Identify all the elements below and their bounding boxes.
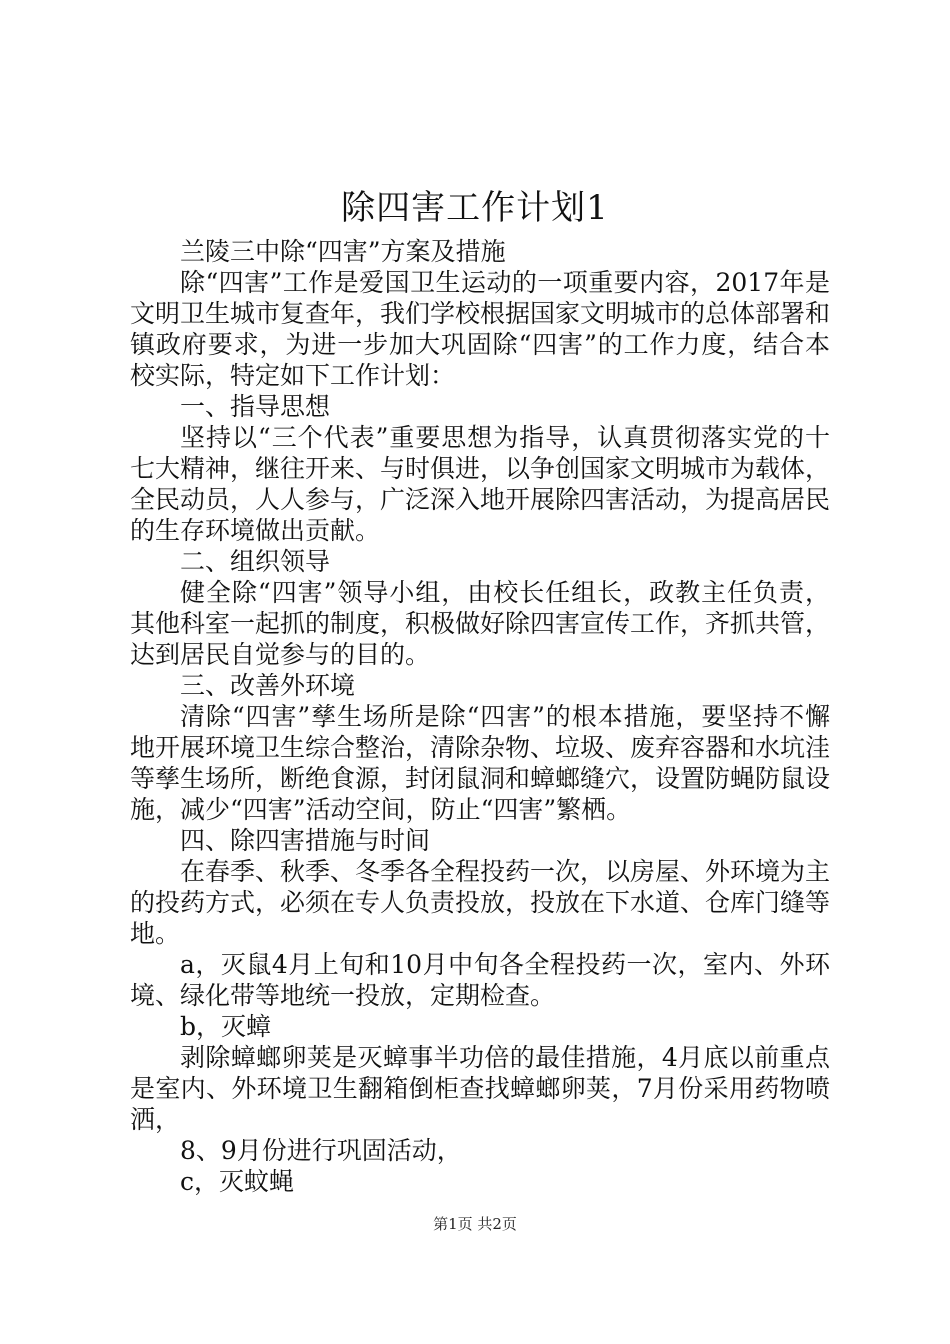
paragraph-intro: 除“四害”工作是爱国卫生运动的一项重要内容，2017年是文明卫生城市复查年，我们学校根据国家文明城市的总体部署和镇政府要求，为进一步加大巩固除“四害”的工作力度，结合本校实际，特定如下工作计划： — [130, 268, 831, 390]
paragraph-organization: 健全除“四害”领导小组，由校长任组长，政教主任负责，其他科室一起抓的制度，积极做好除四害宣传工作，齐抓共管，达到居民自觉参与的目的。 — [130, 578, 831, 669]
paragraph-mosquito-heading: c，灭蚊蝇 — [180, 1167, 295, 1196]
document-title: 除四害工作计划1 — [341, 188, 609, 228]
document-body — [130, 236, 830, 1197]
paragraph-guiding-ideology: 坚持以“三个代表”重要思想为指导，认真贯彻落实党的十七大精神，继往开来、与时俱进，以争创国家文明城市为载体，全民动员，人人参与，广泛深入地开展除四害活动，为提高居民的生存环境做出贡献。 — [130, 423, 831, 545]
paragraph-measures: 在春季、秋季、冬季各全程投药一次，以房屋、外环境为主的投药方式，必须在专人负责投放，投放在下水道、仓库门缝等地。 — [130, 857, 831, 948]
paragraph-consolidation: 8、9月份进行巩固活动， — [180, 1136, 462, 1165]
section-heading-measures: 四、除四害措施与时间 — [180, 826, 431, 855]
paragraph-cockroach-heading: b，灭蟑 — [180, 1012, 272, 1041]
page-number-footer: 第1页 共2页 — [433, 1215, 517, 1233]
section-heading-environment: 三、改善外环境 — [180, 671, 356, 700]
paragraph-subtitle: 兰陵三中除“四害”方案及措施 — [180, 237, 506, 266]
paragraph-cockroach: 剥除蟑螂卵荚是灭蟑事半功倍的最佳措施，4月底以前重点是室内、外环境卫生翻箱倒柜查找蟑螂卵荚，7月份采用药物喷洒， — [130, 1043, 830, 1134]
paragraph-environment: 清除“四害”孳生场所是除“四害”的根本措施，要坚持不懈地开展环境卫生综合整治，清除杂物、垃圾、废弃容器和水坑洼等孳生场所，断绝食源，封闭鼠洞和蟑螂缝穴，设置防蝇防鼠设施，减少“四害”活动空间，防止“四害”繁栖。 — [130, 702, 831, 824]
paragraph-rodents: a，灭鼠4月上旬和10月中旬各全程投药一次，室内、外环境、绿化带等地统一投放，定期检查。 — [130, 950, 830, 1010]
section-heading-guiding-ideology: 一、指导思想 — [180, 392, 331, 421]
section-heading-organization: 二、组织领导 — [180, 547, 331, 576]
